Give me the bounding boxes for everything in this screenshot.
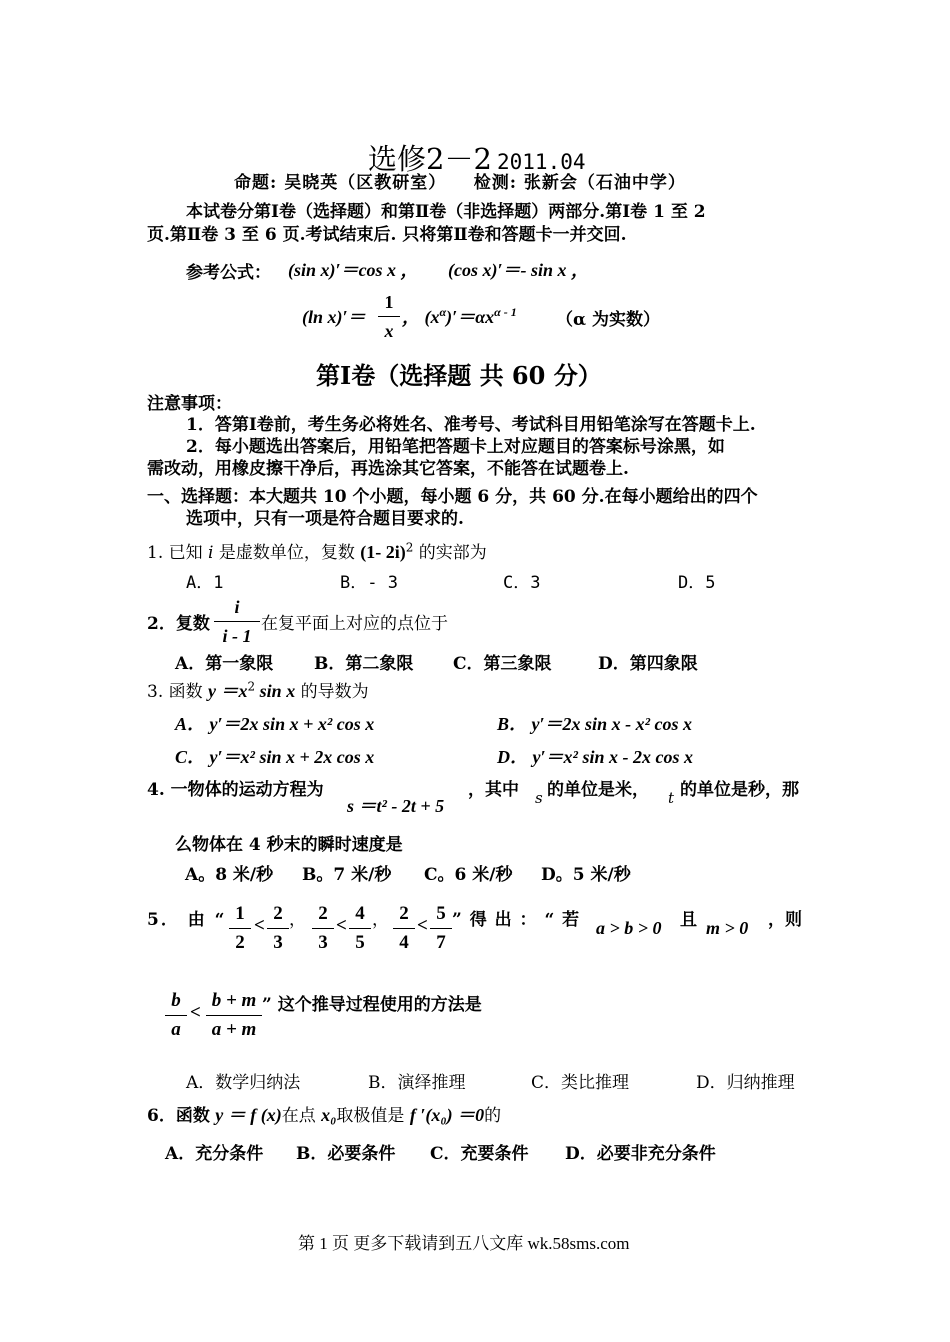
formula-label: 参考公式： (186, 263, 271, 283)
authors-line: 命题: 吴晓英（区教研室） 检测: 张新会（石油中学） (234, 173, 686, 193)
q3-option-a[interactable]: A． y′＝2x sin x + x² cos x (175, 714, 375, 734)
q5-frac-1-left (229, 901, 251, 956)
q5-frac-1-left-n: 1 (235, 903, 245, 924)
q2-fraction-denominator: i - 1 (222, 626, 252, 646)
part1-line-1: 一、选择题：本大题共 10 个小题，每小题 6 分，共 60 分.在每小题给出的四个 (147, 487, 758, 507)
q6-option-b[interactable]: B．必要条件 (296, 1144, 396, 1164)
q6-expr-2: x₀ (321, 1105, 337, 1125)
formula-power-a: ， (x (402, 307, 440, 327)
page-footer: 第 1 页 更多下载请到五八文库 wk.58sms.com (298, 1234, 630, 1253)
q5-comma-1: ， (289, 910, 306, 930)
formula-power-derivative (402, 303, 517, 329)
q2-option-d[interactable]: D．第四象限 (598, 654, 698, 674)
intro-line-2: 页.第Ⅱ卷 3 至 6 页.考试结束后. 只将第Ⅱ卷和答题卡一并交回. (147, 225, 627, 245)
q5-option-d[interactable]: D．归纳推理 (696, 1073, 795, 1093)
q3-option-d[interactable]: D． y′＝x² sin x - 2x cos x (497, 747, 693, 767)
q4-stem-c: 的单位是米， (547, 780, 649, 800)
formula-power-sup2: α - 1 (494, 305, 517, 319)
q5-frac-2-left (312, 901, 334, 956)
q4-var-t: t (668, 789, 675, 807)
q1-option-a[interactable]: A．1 (186, 573, 224, 593)
formula-power-b: )′＝αx (446, 307, 495, 327)
q6-stem-a: 6．函数 (147, 1106, 210, 1126)
q5-lt-3: < (417, 915, 428, 936)
q5-frac-2-left-d: 3 (318, 932, 328, 953)
q3-expr2: sin x (255, 681, 296, 701)
q5-frac-3-right (430, 901, 452, 956)
formula-alpha-note: （α 为实数） (556, 310, 661, 330)
q4-var-s: s (535, 789, 543, 807)
q5-frac-3-left-d: 4 (399, 932, 409, 953)
q5-frac-2-right-n: 4 (355, 903, 365, 924)
q5-frac-1-right-d: 3 (273, 932, 283, 953)
q3-stem (147, 677, 369, 703)
note-2a: 2．每小题选出答案后，用铅笔把答题卡上对应题目的答案标号涂黑，如 (186, 437, 725, 457)
q2-stem: 在复平面上对应的点位于 (261, 614, 448, 634)
q2-option-a[interactable]: A．第一象限 (175, 654, 274, 674)
q5-stem-d: ” 这个推导过程使用的方法是 (262, 995, 482, 1015)
formula-ln-fraction (378, 289, 400, 344)
title-date: 2011.04 (497, 150, 586, 174)
q1-var-i: i (208, 543, 214, 563)
q1-sup: 2 (405, 540, 414, 555)
q3-stem-b: 的导数为 (295, 682, 369, 702)
q2-option-c[interactable]: C．第三象限 (453, 654, 552, 674)
q5-frac-2-left-n: 2 (318, 903, 328, 924)
q1-expr: (1- 2i) (360, 542, 406, 562)
q4-expression: s ＝t² - 2t + 5 (347, 796, 445, 816)
note-1: 1．答第Ⅰ卷前，考生务必将姓名、准考号、考试科目用铅笔涂写在答题卡上. (186, 415, 756, 435)
q5-stem-b: ” 得 出 ： “ 若 (452, 910, 581, 930)
formula-ln-denominator: x (384, 321, 394, 341)
formula-sin-derivative: (sin x)′＝cos x ， (288, 260, 419, 280)
q6-option-d[interactable]: D．必要非充分条件 (565, 1144, 716, 1164)
q5-frac-1-right (267, 901, 289, 956)
formula-ln-derivative: (ln x)′＝ (302, 307, 366, 327)
q6-expr-3: f ′(x₀) ＝0 (409, 1105, 485, 1125)
q1-stem (147, 538, 487, 563)
q5-option-b[interactable]: B．演绎推理 (368, 1073, 466, 1093)
q5-fraction-bm-over-am (206, 988, 262, 1043)
q5-frac-1-left-d: 2 (235, 932, 245, 953)
q3-stem-a: 3. 函数 (147, 682, 209, 702)
q6-expr-1: y ＝ f (x) (215, 1105, 282, 1125)
q5-option-c[interactable]: C．类比推理 (531, 1073, 630, 1093)
q5-fraction-am: a + m (211, 1019, 257, 1040)
intro-line-1: 本试卷分第Ⅰ卷（选择题）和第Ⅱ卷（非选择题）两部分.第Ⅰ卷 1 至 2 (186, 202, 706, 222)
title-main: 选修2－2 (368, 142, 492, 176)
note-2b: 需改动，用橡皮擦干净后，再选涂其它答案，不能答在试题卷上. (147, 459, 629, 479)
q2-fraction-numerator: i (234, 597, 240, 617)
q5-frac-1-right-n: 2 (273, 903, 283, 924)
q5-lt-2: < (336, 915, 347, 936)
q4-stem-d: 的单位是秒，那 (680, 780, 799, 800)
formula-ln-numerator: 1 (384, 292, 394, 312)
q2-option-b[interactable]: B．第二象限 (314, 654, 414, 674)
q3-option-b[interactable]: B． y′＝2x sin x - x² cos x (497, 714, 692, 734)
q1-option-c[interactable]: C．3 (503, 573, 541, 593)
q5-condition-1: a > b > 0 (596, 918, 662, 938)
q5-fraction-b: b (171, 990, 181, 1011)
q5-option-a[interactable]: A．数学归纳法 (186, 1073, 301, 1093)
q3-sup: 2 (247, 679, 256, 694)
notes-title: 注意事项： (147, 394, 232, 414)
q5-frac-3-right-d: 7 (436, 932, 446, 953)
q1-stem-c: 的实部为 (413, 543, 487, 563)
q3-expr: y ＝x (208, 681, 248, 701)
q5-fraction-b-over-a (165, 988, 187, 1043)
q5-frac-2-right (349, 901, 371, 956)
q4-option-a[interactable]: A。8 米/秒 (185, 865, 274, 885)
q5-lt-main: < (190, 1002, 201, 1023)
q5-stem-c: ，则 (768, 910, 802, 930)
q4-stem-e: 么物体在 4 秒末的瞬时速度是 (175, 835, 403, 855)
q6-option-a[interactable]: A．充分条件 (165, 1144, 264, 1164)
q6-stem (147, 1101, 501, 1127)
q2-number: 2．复数 (147, 614, 210, 634)
q4-option-d[interactable]: D。5 米/秒 (541, 865, 631, 885)
q1-stem-a: 1. 已知 (147, 543, 209, 563)
q5-frac-3-left-n: 2 (399, 903, 409, 924)
q5-frac-2-right-d: 5 (355, 932, 365, 953)
q5-condition-2: m > 0 (706, 918, 749, 938)
q4-option-b[interactable]: B。7 米/秒 (302, 865, 392, 885)
q5-and: 且 (680, 910, 697, 930)
section-heading: 第Ⅰ卷（选择题 共 60 分） (316, 361, 602, 390)
q2-fraction (214, 594, 260, 649)
q5-lt-1: < (254, 915, 265, 936)
q1-option-d[interactable]: D．5 (678, 573, 716, 593)
q6-stem-c: 取极值是 (336, 1106, 405, 1126)
q4-stem-b: ，其中 (468, 780, 519, 800)
part1-line-2: 选项中，只有一项是符合题目要求的. (186, 509, 464, 529)
q5-frac-3-left (393, 901, 415, 956)
q5-frac-3-right-n: 5 (436, 903, 446, 924)
q6-option-c[interactable]: C．充要条件 (430, 1144, 529, 1164)
q4-stem-a: 4. 一物体的运动方程为 (147, 780, 324, 800)
formula-cos-derivative: (cos x)′＝- sin x ， (448, 260, 590, 280)
q1-stem-b: 是虚数单位，复数 (213, 543, 361, 563)
q6-stem-d: 的 (484, 1106, 502, 1126)
q6-stem-b: 在点 (281, 1106, 316, 1126)
q3-option-c[interactable]: C． y′＝x² sin x + 2x cos x (175, 747, 375, 767)
q4-option-c[interactable]: C。6 米/秒 (424, 865, 513, 885)
q5-fraction-a: a (171, 1019, 181, 1040)
formula-power-sup: α (439, 305, 447, 319)
q5-stem-a: 5． 由 “ (147, 910, 227, 930)
q5-comma-2: ， (372, 910, 389, 930)
q5-fraction-bm: b + m (211, 990, 257, 1011)
q1-option-b[interactable]: B．- 3 (340, 573, 398, 593)
